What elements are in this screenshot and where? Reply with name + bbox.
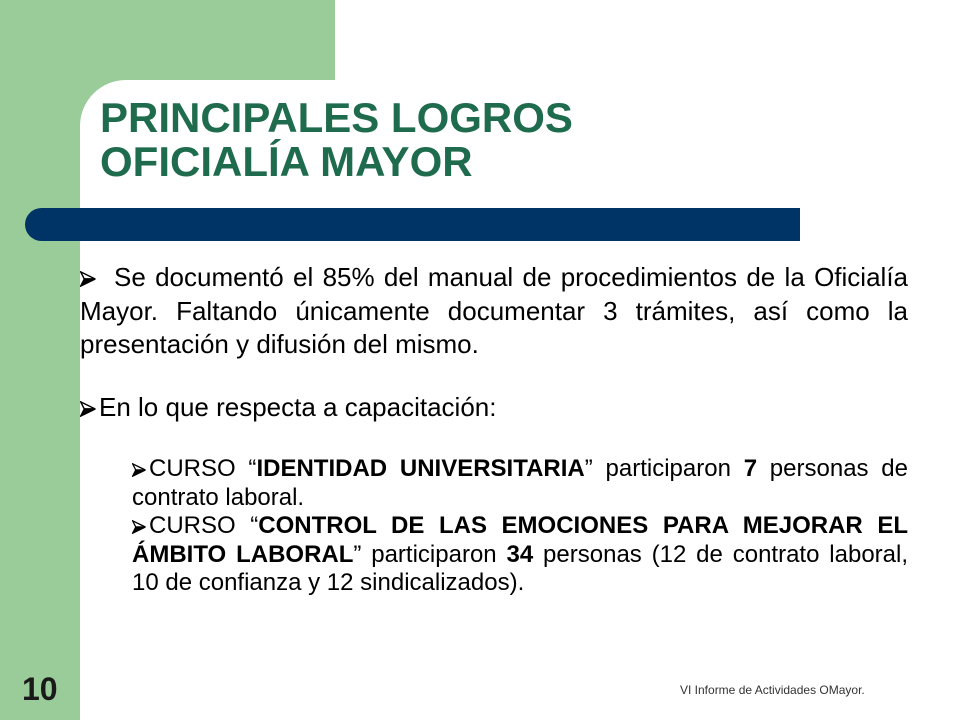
arrowhead-bullet-icon xyxy=(132,520,146,534)
sub-bullet-course-emociones xyxy=(132,512,908,598)
arrowhead-bullet-icon xyxy=(80,271,96,287)
footer-text: VI Informe de Actividades OMayor. xyxy=(680,683,865,697)
arrowhead-bullet-icon xyxy=(80,401,96,417)
green-side-band xyxy=(0,0,80,720)
participant-count: 34 xyxy=(506,540,534,568)
bullet-manual-procedimientos xyxy=(80,261,908,362)
bullet-capacitacion xyxy=(80,391,908,425)
arrowhead-bullet-icon xyxy=(132,463,146,477)
course-prefix: CURSO “ xyxy=(149,512,259,539)
course-prefix: CURSO “ xyxy=(149,455,257,482)
course-name: CONTROL DE LAS EMOCIONES PARA MEJORAR EL ÁMBITO LABORAL xyxy=(132,512,908,568)
course-text-end: personas de contrato laboral. xyxy=(132,455,908,511)
slide-number: 10 xyxy=(22,671,58,707)
title-line-2: OFICIALÍA MAYOR xyxy=(100,138,473,185)
course-text: ” participaron xyxy=(353,540,507,568)
course-name: IDENTIDAD UNIVERSITARIA xyxy=(256,455,585,482)
title-divider-bar xyxy=(25,208,800,241)
title-line-1: PRINCIPALES LOGROS xyxy=(100,94,573,141)
course-text-end: personas (12 de contrato laboral, 10 de confianza y 12 sindicalizados). xyxy=(132,540,909,596)
slide-title xyxy=(100,96,573,184)
sub-bullet-course-identidad xyxy=(132,455,908,512)
bullet-text: Se documentó el 85% del manual de procedimientos de la Oficialía Mayor. Faltando únicamente documentar 3 trámites, así como la presentación y difusión del mismo. xyxy=(80,262,908,359)
sub-bullet-list xyxy=(132,455,908,598)
participant-count: 7 xyxy=(743,455,758,482)
course-text: ” participaron xyxy=(584,455,744,482)
bullet-text: En lo que respecta a capacitación: xyxy=(99,392,497,422)
